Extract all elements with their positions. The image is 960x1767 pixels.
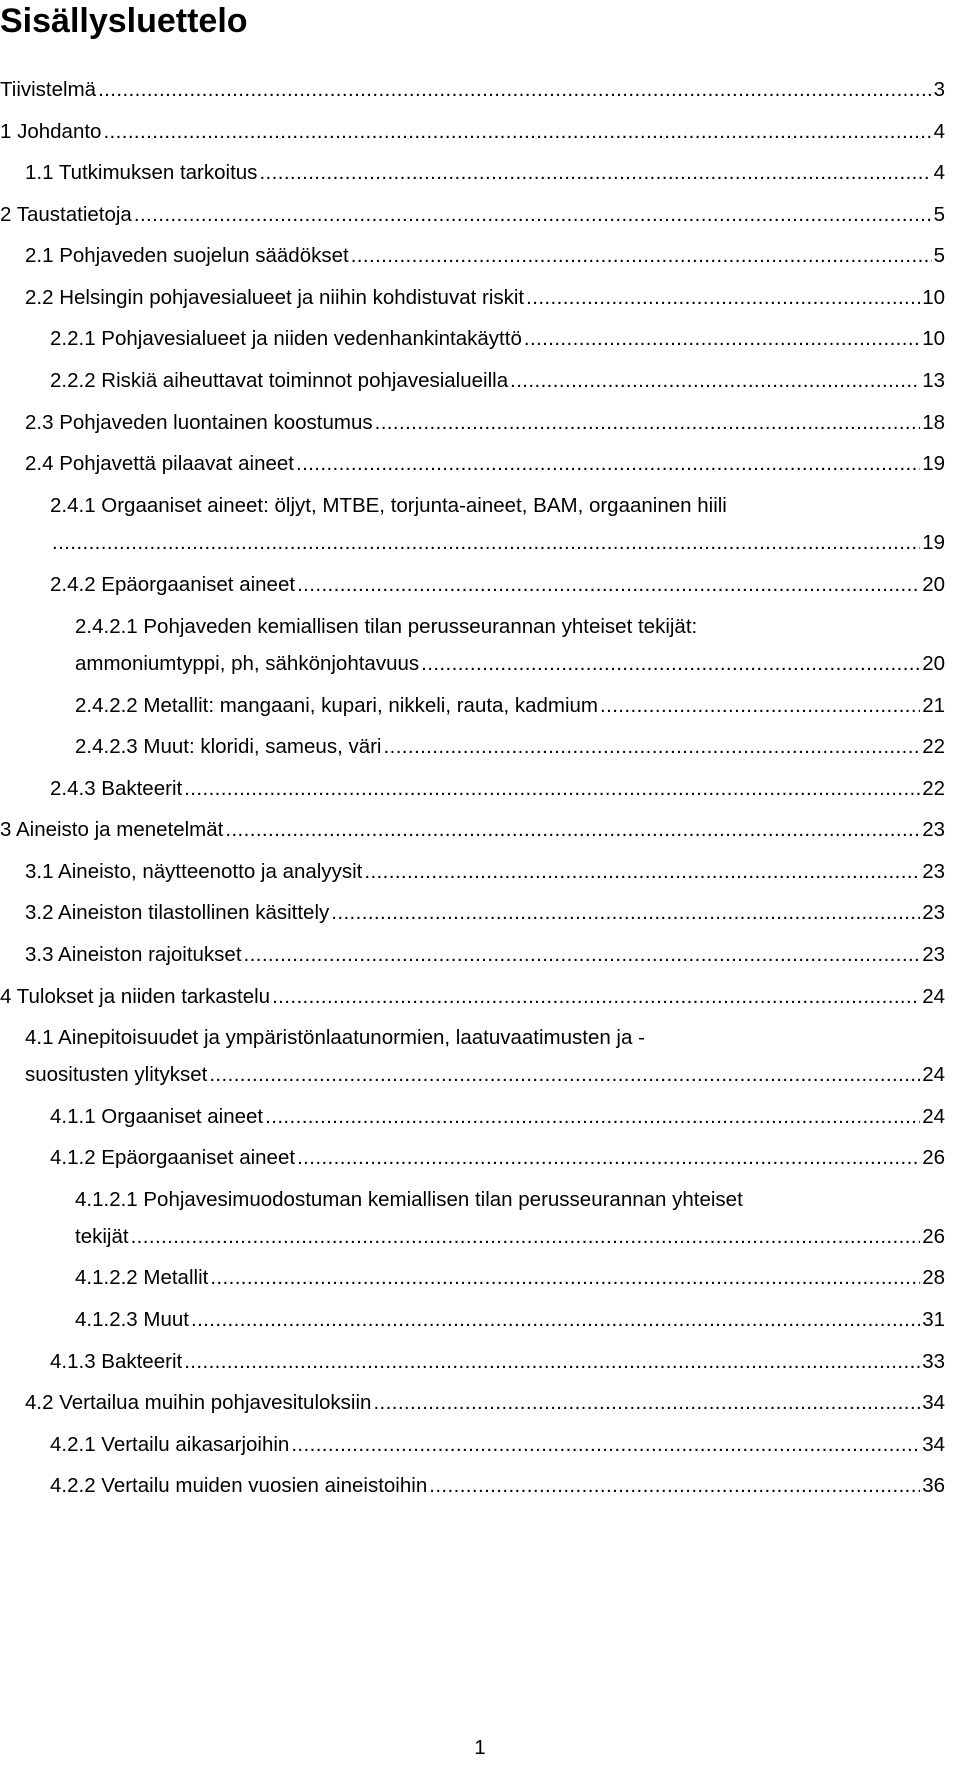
toc-entry-title: 4.1.3 Bakteerit [50,1350,183,1373]
toc-leader [600,691,920,721]
toc-entry-title: 2.2.2 Riskiä aiheuttavat toiminnot pohjavesialueilla [50,369,509,392]
toc-entry[interactable] [50,1347,945,1377]
toc-entry-title: 3.2 Aineiston tilastollinen käsittely [25,901,330,924]
toc-entry-page: 5 [933,244,945,267]
toc-entry[interactable] [50,324,945,354]
toc-entry-title: 3.3 Aineiston rajoitukset [25,943,242,966]
toc-leader [384,732,921,762]
toc-leader [526,283,920,313]
toc-leader [272,982,920,1012]
toc-entry[interactable] [75,1222,945,1252]
toc-entry[interactable] [0,982,945,1012]
toc-entry-page: 28 [922,1266,945,1289]
toc-entry-title-line1[interactable]: 2.4.1 Orgaaniset aineet: öljyt, MTBE, torjunta-aineet, BAM, orgaaninen hiili [50,494,727,517]
toc-leader [52,528,920,558]
toc-leader [244,940,921,970]
toc-entry-title: 1 Johdanto [0,120,102,143]
toc-entry-title: 4.1.2 Epäorgaaniset aineet [50,1146,296,1169]
toc-entry-page: 31 [922,1308,945,1331]
toc-entry-title: 1.1 Tutkimuksen tarkoitus [25,161,258,184]
toc-entry[interactable] [75,649,945,679]
toc-entry-page: 26 [922,1225,945,1248]
toc-entry-title: 2.3 Pohjaveden luontainen koostumus [25,411,373,434]
page-title: Sisällysluettelo [0,2,248,40]
toc-entry-title-line1[interactable]: 2.4.2.1 Pohjaveden kemiallisen tilan perusseurannan yhteiset tekijät: [75,615,698,638]
toc-entry-page: 34 [922,1391,945,1414]
toc-entry-title: 4.2.1 Vertailu aikasarjoihin [50,1433,290,1456]
toc-entry-title: tekijät [75,1225,129,1248]
toc-entry-title: Tiivistelmä [0,78,97,101]
toc-entry-title: 2.4.2.2 Metallit: mangaani, kupari, nikkeli, rauta, kadmium [75,694,599,717]
toc-entry-title: 4.1.1 Orgaaniset aineet [50,1105,264,1128]
toc-entry-page: 20 [922,652,945,675]
toc-entry-page: 19 [922,452,945,475]
toc-leader [210,1263,920,1293]
toc-entry-page: 10 [922,286,945,309]
toc-entry[interactable] [0,815,945,845]
toc-entry-title: 2.1 Pohjaveden suojelun säädökset [25,244,349,267]
toc-entry-title: 2.2.1 Pohjavesialueet ja niiden vedenhankintakäyttö [50,327,522,350]
toc-entry[interactable] [25,283,945,313]
toc-entry-page: 3 [933,78,945,101]
toc-entry-page: 4 [933,161,945,184]
toc-entry-title: suositusten ylitykset [25,1063,208,1086]
toc-leader [331,898,920,928]
toc-entry-title: 2 Taustatietoja [0,203,132,226]
toc-entry-page: 19 [922,531,945,554]
toc-leader [225,815,920,845]
toc-entry-page: 26 [922,1146,945,1169]
toc-entry-page: 20 [922,573,945,596]
toc-leader [297,1143,920,1173]
toc-leader [184,1347,920,1377]
toc-entry[interactable] [50,528,945,558]
toc-entry-page: 24 [922,985,945,1008]
toc-leader [375,408,921,438]
toc-entry[interactable] [50,1430,945,1460]
toc-entry-title: 2.4.2 Epäorgaaniset aineet [50,573,296,596]
toc-entry-page: 34 [922,1433,945,1456]
toc-entry-page: 23 [922,860,945,883]
toc-entry-page: 24 [922,1105,945,1128]
toc-entry[interactable] [25,408,945,438]
toc-leader [296,449,920,479]
toc-entry-page: 33 [922,1350,945,1373]
toc-entry-page: 23 [922,901,945,924]
toc-entry[interactable] [50,774,945,804]
page-number: 1 [474,1736,486,1759]
toc-entry[interactable] [75,732,945,762]
toc-entry[interactable] [25,1060,945,1090]
toc-entry[interactable] [50,570,945,600]
toc-entry[interactable] [0,75,945,105]
toc-entry-page: 13 [922,369,945,392]
toc-entry[interactable] [0,117,945,147]
toc-entry[interactable] [50,1102,945,1132]
toc-entry[interactable] [50,1143,945,1173]
toc-entry-page: 23 [922,818,945,841]
toc-leader [297,570,920,600]
toc-leader [191,1305,920,1335]
toc-entry-page: 5 [933,203,945,226]
toc-leader [373,1388,920,1418]
toc-entry[interactable] [75,691,945,721]
toc-leader [429,1471,920,1501]
toc-entry-page: 36 [922,1474,945,1497]
toc-entry-page: 21 [922,694,945,717]
toc-entry[interactable] [75,1263,945,1293]
toc-leader [421,649,920,679]
toc-leader [524,324,920,354]
toc-leader [351,241,932,271]
toc-entry-title: 4 Tulokset ja niiden tarkastelu [0,985,271,1008]
toc-entry-page: 10 [922,327,945,350]
toc-entry-page: 4 [933,120,945,143]
toc-leader [510,366,920,396]
toc-leader [184,774,920,804]
toc-entry-title: 4.2.2 Vertailu muiden vuosien aineistoihin [50,1474,428,1497]
toc-entry-title: 2.4.3 Bakteerit [50,777,183,800]
toc-entry[interactable] [25,940,945,970]
toc-entry-title: 4.1.2.3 Muut [75,1308,189,1331]
toc-entry[interactable] [75,1305,945,1335]
toc-leader [265,1102,920,1132]
toc-leader [209,1060,920,1090]
toc-leader [131,1222,921,1252]
toc-entry-page: 22 [922,777,945,800]
toc-entry[interactable] [25,1388,945,1418]
toc-entry[interactable] [25,241,945,271]
toc-entry[interactable] [0,200,945,230]
toc-entry-title: 4.1.2.2 Metallit [75,1266,209,1289]
toc-entry-title-line1[interactable]: 4.1 Ainepitoisuudet ja ympäristönlaatunormien, laatuvaatimusten ja - [25,1026,645,1049]
toc-entry-title-line1[interactable]: 4.1.2.1 Pohjavesimuodostuman kemiallisen tilan perusseurannan yhteiset [75,1188,743,1211]
toc-entry[interactable] [25,158,945,188]
toc-entry-page: 24 [922,1063,945,1086]
toc-leader [134,200,932,230]
toc-entry-title: 4.2 Vertailua muihin pohjavesituloksiin [25,1391,372,1414]
toc-entry-title: 2.4.2.3 Muut: kloridi, sameus, väri [75,735,382,758]
toc-entry[interactable] [50,366,945,396]
toc-leader [259,158,931,188]
toc-entry-title: 3 Aineisto ja menetelmät [0,818,224,841]
toc-entry-page: 22 [922,735,945,758]
toc-leader [103,117,931,147]
toc-entry[interactable] [25,857,945,887]
toc-entry[interactable] [50,1471,945,1501]
toc-entry-page: 23 [922,943,945,966]
toc-entry[interactable] [25,449,945,479]
toc-leader [98,75,932,105]
toc-entry-title: 2.4 Pohjavettä pilaavat aineet [25,452,294,475]
toc-entry-page: 18 [922,411,945,434]
toc-leader [291,1430,920,1460]
toc-entry-title: 2.2 Helsingin pohjavesialueet ja niihin kohdistuvat riskit [25,286,525,309]
toc-entry-title: 3.1 Aineisto, näytteenotto ja analyysit [25,860,363,883]
toc-entry-title: ammoniumtyppi, ph, sähkönjohtavuus [75,652,420,675]
toc-entry[interactable] [25,898,945,928]
toc-leader [364,857,920,887]
